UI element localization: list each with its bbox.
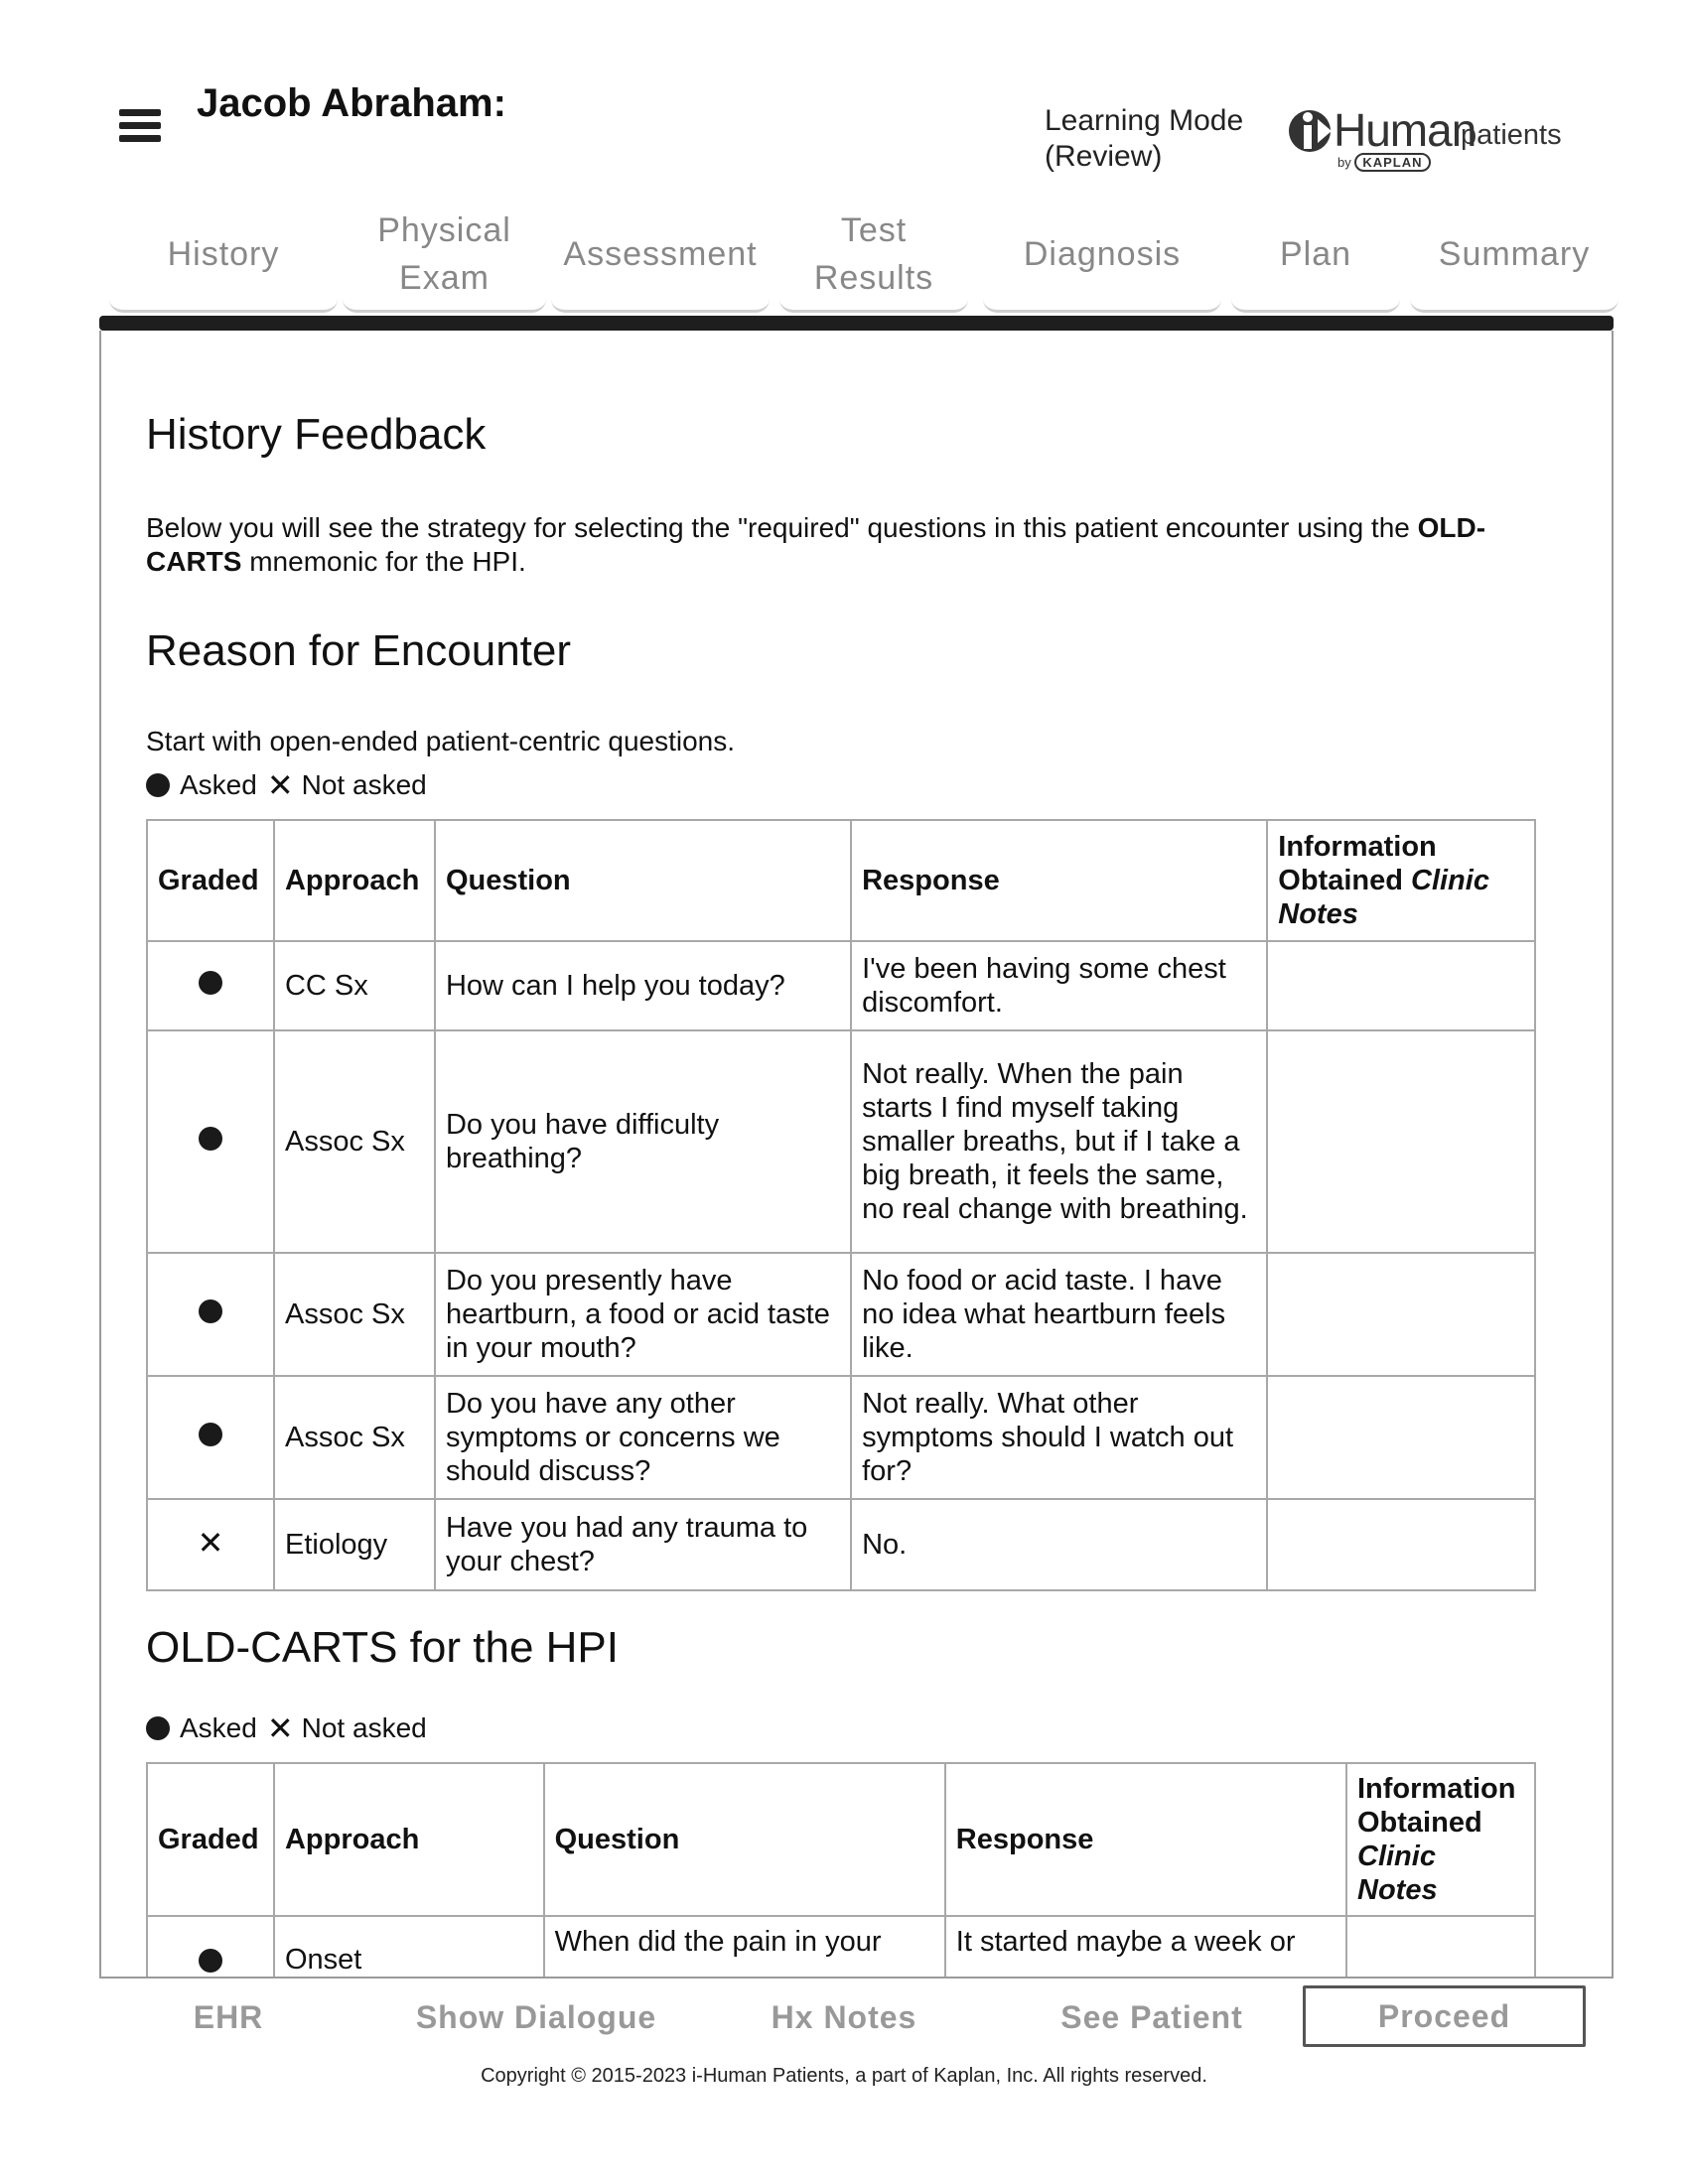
- response-cell: It started maybe a week or: [945, 1916, 1346, 1979]
- col-approach: Approach: [274, 1763, 544, 1916]
- not-asked-x-icon: ✕: [266, 1710, 294, 1746]
- col-info-b: Obtained: [1278, 865, 1403, 896]
- tab-assessment[interactable]: [551, 199, 770, 313]
- not-asked-x-icon: ✕: [197, 1525, 224, 1561]
- tab-summary[interactable]: [1410, 199, 1618, 313]
- copyright-text: Copyright © 2015-2023 i-Human Patients, a part of Kaplan, Inc. All rights reserved.: [481, 2065, 1207, 2087]
- question-cell: Have you had any trauma to your chest?: [435, 1499, 851, 1590]
- col-graded: Graded: [147, 1763, 274, 1916]
- approach-cell: Onset: [274, 1916, 544, 1979]
- patient-name: Jacob Abraham:: [197, 81, 506, 125]
- logo-subtitle: patients: [1461, 119, 1562, 151]
- question-cell: Do you presently have heartburn, a food or acid taste in your mouth?: [435, 1253, 851, 1376]
- footer-bar: [99, 1985, 1614, 2065]
- oldcarts-table: [146, 1762, 1536, 1979]
- app-header: [114, 79, 1604, 189]
- table-row: [147, 1376, 1535, 1499]
- tab-physical-exam[interactable]: [343, 199, 546, 313]
- approach-cell: Assoc Sx: [274, 1253, 435, 1376]
- tab-label: History: [167, 235, 280, 273]
- col-approach: Approach: [274, 820, 435, 941]
- info-cell: [1267, 941, 1535, 1030]
- tab-label: Summary: [1438, 235, 1591, 273]
- table-header-row: [147, 820, 1535, 941]
- see-patient-button[interactable]: See Patient: [1060, 1998, 1243, 2035]
- reason-table: [146, 819, 1536, 1591]
- table-row: [147, 1030, 1535, 1253]
- feedback-panel[interactable]: [99, 331, 1614, 1979]
- asked-dot-icon: [199, 1299, 222, 1323]
- table-row: [147, 941, 1535, 1030]
- col-info-c: Clinic: [1411, 865, 1489, 896]
- proceed-button[interactable]: Proceed: [1303, 1985, 1586, 2047]
- kaplan-badge: [1337, 153, 1431, 172]
- col-info: [1267, 820, 1535, 941]
- tab-label: Physical: [377, 211, 511, 249]
- tab-underline-bar: [99, 316, 1614, 331]
- legend-not-asked: Not asked: [301, 1712, 427, 1743]
- intro-text: [146, 511, 1536, 579]
- col-info-c: Clinic: [1357, 1841, 1436, 1872]
- col-graded: Graded: [147, 820, 274, 941]
- asked-dot-icon: [199, 971, 222, 995]
- reason-heading: Reason for Encounter: [146, 626, 572, 675]
- tab-diagnosis[interactable]: [983, 199, 1221, 313]
- response-cell: Not really. When the pain starts I find myself taking smaller breaths, but if I take a big breath, it feels the same, no real change with breathing.: [851, 1030, 1267, 1253]
- tab-history[interactable]: [109, 199, 338, 313]
- graded-cell: [147, 1030, 274, 1253]
- col-info-a: Information: [1357, 1773, 1516, 1805]
- col-info-d: Notes: [1357, 1874, 1438, 1906]
- col-question: Question: [544, 1763, 945, 1916]
- logo-kaplan: KAPLAN: [1354, 153, 1430, 172]
- approach-cell: Assoc Sx: [274, 1376, 435, 1499]
- col-question: Question: [435, 820, 851, 941]
- response-cell: No food or acid taste. I have no idea what heartburn feels like.: [851, 1253, 1267, 1376]
- learning-mode-indicator: [1045, 103, 1243, 175]
- table-row: [147, 1253, 1535, 1376]
- asked-dot-icon: [199, 1127, 222, 1151]
- legend-asked: Asked: [180, 769, 257, 800]
- approach-cell: CC Sx: [274, 941, 435, 1030]
- ehr-button[interactable]: EHR: [193, 1998, 264, 2035]
- graded-cell: [147, 1499, 274, 1590]
- i-human-patients-logo: [1288, 101, 1606, 181]
- question-cell: Do you have any other symptoms or concerns we should discuss?: [435, 1376, 851, 1499]
- response-cell: I've been having some chest discomfort.: [851, 941, 1267, 1030]
- asked-dot-icon: [199, 1949, 222, 1973]
- logo-by: by: [1337, 155, 1351, 170]
- tab-label-line2: Exam: [399, 259, 490, 297]
- not-asked-x-icon: ✕: [266, 767, 294, 803]
- tab-label-line2: Results: [813, 259, 934, 297]
- response-cell: No.: [851, 1499, 1267, 1590]
- question-cell: How can I help you today?: [435, 941, 851, 1030]
- info-cell: [1267, 1499, 1535, 1590]
- question-cell: When did the pain in your: [544, 1916, 945, 1979]
- oldcarts-heading: OLD-CARTS for the HPI: [146, 1623, 619, 1672]
- reason-lead-text: Start with open-ended patient-centric questions.: [146, 726, 736, 756]
- hamburger-menu-icon[interactable]: [119, 109, 161, 145]
- question-cell: Do you have difficulty breathing?: [435, 1030, 851, 1253]
- tab-label: Diagnosis: [1023, 235, 1182, 273]
- col-info-b: Obtained: [1357, 1807, 1482, 1839]
- legend-asked: Asked: [180, 1712, 257, 1743]
- graded-cell: [147, 1916, 274, 1979]
- asked-dot-icon: [146, 773, 170, 797]
- i-human-logo-icon: [1288, 105, 1336, 161]
- graded-cell: [147, 1376, 274, 1499]
- info-cell: [1267, 1376, 1535, 1499]
- asked-dot-icon: [199, 1423, 222, 1446]
- col-info-d: Notes: [1278, 898, 1358, 930]
- col-info-a: Information: [1278, 831, 1437, 863]
- approach-cell: Etiology: [274, 1499, 435, 1590]
- learning-mode-status: (Review): [1045, 140, 1163, 173]
- learning-mode-label: Learning Mode: [1045, 104, 1244, 137]
- info-cell: [1267, 1030, 1535, 1253]
- legend: [146, 1712, 1536, 1744]
- logo-wordmark: Human: [1334, 104, 1477, 156]
- page-title: History Feedback: [146, 410, 487, 459]
- legend-not-asked: Not asked: [301, 769, 427, 800]
- show-dialogue-button[interactable]: Show Dialogue: [415, 1998, 657, 2035]
- tab-test-results[interactable]: [779, 199, 968, 313]
- intro-text-end: mnemonic for the HPI.: [241, 546, 526, 577]
- asked-dot-icon: [146, 1716, 170, 1740]
- hx-notes-button[interactable]: Hx Notes: [771, 1998, 917, 2035]
- tab-label: Test: [840, 211, 908, 249]
- section-tabs: [109, 199, 1618, 313]
- graded-cell: [147, 1253, 274, 1376]
- legend: [146, 769, 1536, 801]
- approach-cell: Assoc Sx: [274, 1030, 435, 1253]
- tab-plan[interactable]: [1231, 199, 1400, 313]
- col-response: Response: [945, 1763, 1346, 1916]
- col-info: [1346, 1763, 1535, 1916]
- response-cell: Not really. What other symptoms should I watch out for?: [851, 1376, 1267, 1499]
- col-response: Response: [851, 820, 1267, 941]
- table-header-row: [147, 1763, 1535, 1916]
- tab-label: Plan: [1279, 235, 1352, 273]
- intro-mnemonic: OLD-CARTS: [146, 512, 1486, 577]
- info-cell: [1346, 1916, 1535, 1979]
- table-row: [147, 1916, 1535, 1979]
- tab-label: Assessment: [563, 235, 758, 273]
- intro-text-start: Below you will see the strategy for selecting the "required" questions in this patient encounter using the: [146, 512, 1418, 543]
- feedback-content: [146, 410, 1536, 1979]
- graded-cell: [147, 941, 274, 1030]
- table-row: [147, 1499, 1535, 1590]
- info-cell: [1267, 1253, 1535, 1376]
